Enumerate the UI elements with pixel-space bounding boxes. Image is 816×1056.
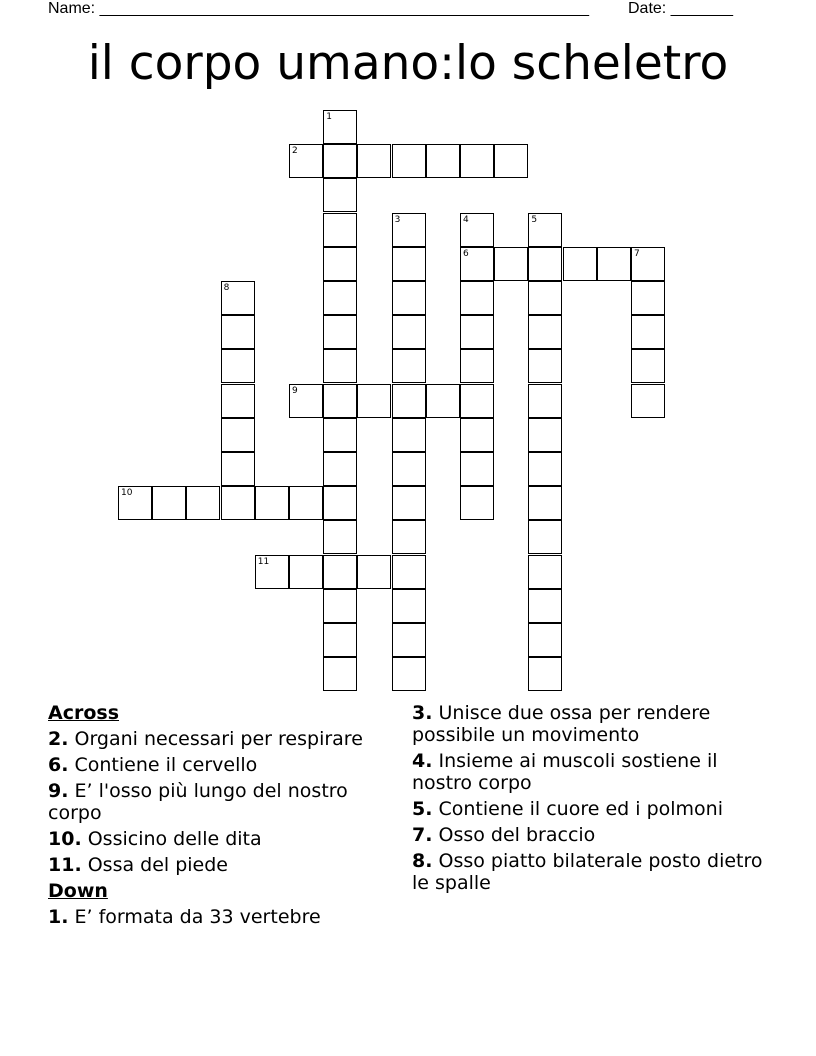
clue-number-label: 10 xyxy=(121,488,133,499)
clue-item xyxy=(412,750,782,794)
crossword-cell[interactable] xyxy=(323,452,357,486)
name-field-label: Name: _______________________________________________________ xyxy=(48,0,589,17)
clue-number-label: 3 xyxy=(394,214,401,225)
crossword-cell[interactable] xyxy=(460,452,494,486)
clue-number: 4. xyxy=(412,750,433,772)
crossword-cell[interactable] xyxy=(392,384,426,418)
clue-item xyxy=(48,728,378,750)
clue-number-label: 11 xyxy=(257,556,270,567)
crossword-cell[interactable] xyxy=(323,247,357,281)
crossword-cell[interactable] xyxy=(186,486,220,520)
crossword-cell[interactable] xyxy=(323,281,357,315)
crossword-cell[interactable] xyxy=(323,384,357,418)
clue-number: 11. xyxy=(48,854,82,876)
clue-section-heading: Down xyxy=(48,880,108,902)
crossword-cell[interactable] xyxy=(631,349,665,383)
clue-text: Ossicino delle dita xyxy=(87,828,262,850)
crossword-cell[interactable] xyxy=(631,281,665,315)
crossword-cell[interactable] xyxy=(460,247,494,281)
crossword-cell[interactable] xyxy=(323,520,357,554)
crossword-cell[interactable] xyxy=(357,555,391,589)
clue-number: 1. xyxy=(48,906,69,928)
crossword-cell[interactable] xyxy=(460,281,494,315)
clue-item xyxy=(48,906,378,928)
clue-item xyxy=(412,850,782,894)
crossword-cell[interactable] xyxy=(255,555,289,589)
crossword-cell[interactable] xyxy=(392,520,426,554)
crossword-cell[interactable] xyxy=(392,349,426,383)
clues-right-column xyxy=(412,702,782,898)
crossword-cell[interactable] xyxy=(528,281,562,315)
crossword-cell[interactable] xyxy=(323,589,357,623)
clue-number-label: 7 xyxy=(634,248,640,259)
crossword-cell[interactable] xyxy=(528,589,562,623)
crossword-cell[interactable] xyxy=(221,281,255,315)
crossword-cell[interactable] xyxy=(323,555,357,589)
clue-item xyxy=(412,798,782,820)
clue-item xyxy=(48,854,378,876)
clue-number-label: 1 xyxy=(326,112,332,122)
crossword-cell[interactable] xyxy=(460,315,494,349)
clue-number: 7. xyxy=(412,824,433,846)
crossword-cell[interactable] xyxy=(528,384,562,418)
crossword-cell[interactable] xyxy=(460,349,494,383)
clue-text: E’ l'osso più lungo del nostro corpo xyxy=(48,780,348,824)
crossword-cell[interactable] xyxy=(426,384,460,418)
crossword-cell[interactable] xyxy=(152,486,186,520)
clue-text: Insieme ai muscoli sostiene il nostro corpo xyxy=(412,750,718,794)
clue-number: 10. xyxy=(48,828,82,850)
crossword-cell[interactable] xyxy=(118,486,152,520)
crossword-cell[interactable] xyxy=(323,178,357,212)
crossword-cell[interactable] xyxy=(323,213,357,247)
crossword-cell[interactable] xyxy=(323,486,357,520)
crossword-cell[interactable] xyxy=(392,418,426,452)
crossword-cell[interactable] xyxy=(392,555,426,589)
clue-item xyxy=(48,828,378,850)
crossword-cell[interactable] xyxy=(289,144,323,178)
clue-text: Ossa del piede xyxy=(87,854,229,876)
crossword-cell[interactable] xyxy=(255,486,289,520)
clue-text: Unisce due ossa per rendere possibile un movimento xyxy=(412,702,711,746)
crossword-cell[interactable] xyxy=(528,486,562,520)
crossword-cell[interactable] xyxy=(221,315,255,349)
crossword-cell[interactable] xyxy=(392,315,426,349)
crossword-cell[interactable] xyxy=(221,384,255,418)
clue-number: 6. xyxy=(48,754,69,776)
crossword-cell[interactable] xyxy=(323,623,357,657)
crossword-cell[interactable] xyxy=(631,384,665,418)
crossword-cell[interactable] xyxy=(494,144,528,178)
crossword-cell[interactable] xyxy=(357,384,391,418)
crossword-cell[interactable] xyxy=(528,418,562,452)
crossword-cell[interactable] xyxy=(528,657,562,691)
crossword-cell[interactable] xyxy=(323,110,357,144)
crossword-cell[interactable] xyxy=(528,213,562,247)
crossword-cell[interactable] xyxy=(631,247,665,281)
crossword-cell[interactable] xyxy=(528,520,562,554)
crossword-cell[interactable] xyxy=(460,384,494,418)
crossword-cell[interactable] xyxy=(528,349,562,383)
crossword-cell[interactable] xyxy=(221,486,255,520)
clue-item xyxy=(412,824,782,846)
crossword-cell[interactable] xyxy=(289,384,323,418)
clue-text: Organi necessari per respirare xyxy=(74,728,363,750)
crossword-cell[interactable] xyxy=(392,213,426,247)
crossword-cell[interactable] xyxy=(289,486,323,520)
crossword-cell[interactable] xyxy=(392,486,426,520)
crossword-cell[interactable] xyxy=(289,555,323,589)
clue-text: Osso del braccio xyxy=(438,824,596,846)
clue-number: 9. xyxy=(48,780,69,802)
clue-section-heading: Across xyxy=(48,702,120,724)
clue-number-label: 5 xyxy=(531,214,538,225)
crossword-cell[interactable] xyxy=(392,623,426,657)
clue-number: 3. xyxy=(412,702,433,724)
crossword-cell[interactable] xyxy=(528,623,562,657)
crossword-cell[interactable] xyxy=(528,315,562,349)
clue-item xyxy=(412,702,782,746)
crossword-cell[interactable] xyxy=(221,452,255,486)
clues-left-column xyxy=(48,702,378,932)
crossword-cell[interactable] xyxy=(460,144,494,178)
crossword-cell[interactable] xyxy=(494,247,528,281)
crossword-cell[interactable] xyxy=(392,247,426,281)
crossword-cell[interactable] xyxy=(426,144,460,178)
crossword-cell[interactable] xyxy=(392,144,426,178)
crossword-cell[interactable] xyxy=(460,213,494,247)
crossword-cell[interactable] xyxy=(392,281,426,315)
clue-number: 8. xyxy=(412,850,433,872)
page-title: il corpo umano:lo scheletro xyxy=(87,36,729,91)
crossword-cell[interactable] xyxy=(221,349,255,383)
clue-number-label: 8 xyxy=(223,283,230,293)
crossword-cell[interactable] xyxy=(631,315,665,349)
crossword-cell[interactable] xyxy=(323,315,357,349)
date-field-label: Date: _______ xyxy=(628,0,733,17)
clue-text: E’ formata da 33 vertebre xyxy=(74,906,321,928)
clue-text: Osso piatto bilaterale posto dietro le spalle xyxy=(412,850,763,894)
clue-number-label: 6 xyxy=(463,248,469,259)
crossword-cell[interactable] xyxy=(221,418,255,452)
crossword-cell[interactable] xyxy=(563,247,597,281)
crossword-cell[interactable] xyxy=(357,144,391,178)
crossword-cell[interactable] xyxy=(460,418,494,452)
crossword-cell[interactable] xyxy=(392,452,426,486)
clue-item xyxy=(48,754,378,776)
crossword-cell[interactable] xyxy=(323,349,357,383)
crossword-cell[interactable] xyxy=(323,144,357,178)
clue-text: Contiene il cervello xyxy=(74,754,258,776)
clue-number: 2. xyxy=(48,728,69,750)
crossword-cell[interactable] xyxy=(597,247,631,281)
clue-text: Contiene il cuore ed i polmoni xyxy=(438,798,723,820)
clue-number-label: 4 xyxy=(463,214,469,225)
clue-number: 5. xyxy=(412,798,433,820)
clue-number-label: 2 xyxy=(292,146,298,157)
clue-item xyxy=(48,780,378,824)
crossword-cell[interactable] xyxy=(323,418,357,452)
crossword-cell[interactable] xyxy=(392,589,426,623)
crossword-cell[interactable] xyxy=(323,657,357,691)
crossword-cell[interactable] xyxy=(392,657,426,691)
crossword-cell[interactable] xyxy=(460,486,494,520)
crossword-cell[interactable] xyxy=(528,452,562,486)
crossword-cell[interactable] xyxy=(528,247,562,281)
clue-number-label: 9 xyxy=(292,385,298,396)
crossword-cell[interactable] xyxy=(528,555,562,589)
